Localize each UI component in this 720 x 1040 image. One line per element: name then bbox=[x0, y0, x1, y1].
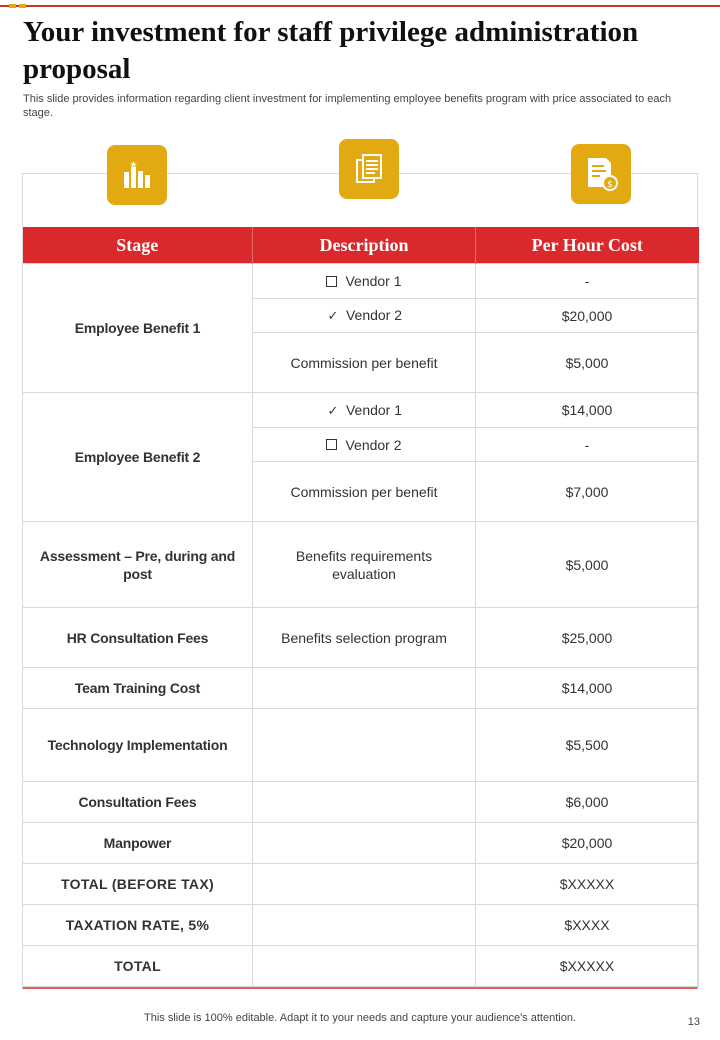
svg-text:$: $ bbox=[607, 180, 613, 190]
header-cost: Per Hour Cost bbox=[476, 227, 699, 264]
description-cell: Vendor 1 bbox=[253, 264, 476, 299]
table-row bbox=[23, 608, 699, 668]
description-cell bbox=[253, 782, 476, 823]
documents-icon bbox=[339, 139, 399, 199]
top-rule bbox=[0, 5, 720, 7]
grand-total-value: $XXXXX bbox=[476, 946, 699, 987]
table-row bbox=[23, 782, 699, 823]
stage-cell: Manpower bbox=[23, 823, 253, 864]
description-cell: Vendor 2 bbox=[253, 428, 476, 462]
table-row bbox=[23, 264, 699, 299]
description-cell: ✓ Vendor 1 bbox=[253, 393, 476, 428]
unchecked-box-icon bbox=[326, 276, 337, 287]
unchecked-box-icon bbox=[326, 439, 337, 450]
stage-cell: Consultation Fees bbox=[23, 782, 253, 823]
grand-total-label: TOTAL bbox=[23, 946, 253, 987]
description-cell: Commission per benefit bbox=[253, 462, 476, 522]
page-title: Your investment for staff privilege administration proposal bbox=[23, 16, 639, 85]
table-row bbox=[23, 668, 699, 709]
total-label: TOTAL (BEFORE TAX) bbox=[23, 864, 253, 905]
table-row bbox=[23, 709, 699, 782]
cost-cell: $20,000 bbox=[476, 823, 699, 864]
description-cell bbox=[253, 668, 476, 709]
cost-cell: - bbox=[476, 264, 699, 299]
description-cell bbox=[253, 709, 476, 782]
description-cell: Benefits selection program bbox=[253, 608, 476, 668]
total-row bbox=[23, 864, 699, 905]
bar-chart-icon bbox=[107, 145, 167, 205]
page-subtitle: This slide provides information regarding client investment for implementing employee benefits program with price associated to each stage. bbox=[23, 93, 672, 119]
stage-cell: Employee Benefit 1 bbox=[23, 264, 253, 393]
stage-cell: Employee Benefit 2 bbox=[23, 393, 253, 522]
cost-cell: $6,000 bbox=[476, 782, 699, 823]
cost-cell: $5,000 bbox=[476, 333, 699, 393]
table-row bbox=[23, 823, 699, 864]
stage-cell: Technology Implementation bbox=[23, 709, 253, 782]
invoice-coin-icon bbox=[571, 144, 631, 204]
cost-cell: $14,000 bbox=[476, 668, 699, 709]
cost-cell: $25,000 bbox=[476, 608, 699, 668]
table-row bbox=[23, 522, 699, 608]
total-row bbox=[23, 946, 699, 987]
stage-cell: Assessment – Pre, during and post bbox=[23, 522, 253, 608]
page-number: 13 bbox=[687, 1016, 700, 1028]
total-value: $XXXXX bbox=[476, 864, 699, 905]
checkmark-icon: ✓ bbox=[327, 308, 339, 323]
description-cell: Benefits requirements evaluation bbox=[253, 522, 476, 608]
cost-cell: - bbox=[476, 428, 699, 462]
footer-note: This slide is 100% editable. Adapt it to your needs and capture your audience's attention. bbox=[144, 1012, 576, 1024]
cost-cell: $7,000 bbox=[476, 462, 699, 522]
top-marks bbox=[9, 4, 26, 8]
description-cell: Commission per benefit bbox=[253, 333, 476, 393]
investment-table bbox=[22, 227, 699, 987]
cost-cell: $14,000 bbox=[476, 393, 699, 428]
description-cell: ✓ Vendor 2 bbox=[253, 299, 476, 333]
header-description: Description bbox=[253, 227, 476, 264]
cost-cell: $20,000 bbox=[476, 299, 699, 333]
total-row bbox=[23, 905, 699, 946]
header-stage: Stage bbox=[23, 227, 253, 264]
description-cell bbox=[253, 823, 476, 864]
cost-cell: $5,500 bbox=[476, 709, 699, 782]
stage-cell: Team Training Cost bbox=[23, 668, 253, 709]
tax-value: $XXXX bbox=[476, 905, 699, 946]
table-row bbox=[23, 393, 699, 428]
checkmark-icon: ✓ bbox=[327, 402, 339, 418]
stage-cell: HR Consultation Fees bbox=[23, 608, 253, 668]
cost-cell: $5,000 bbox=[476, 522, 699, 608]
table-header-row bbox=[23, 227, 699, 264]
tax-label: TAXATION RATE, 5% bbox=[23, 905, 253, 946]
